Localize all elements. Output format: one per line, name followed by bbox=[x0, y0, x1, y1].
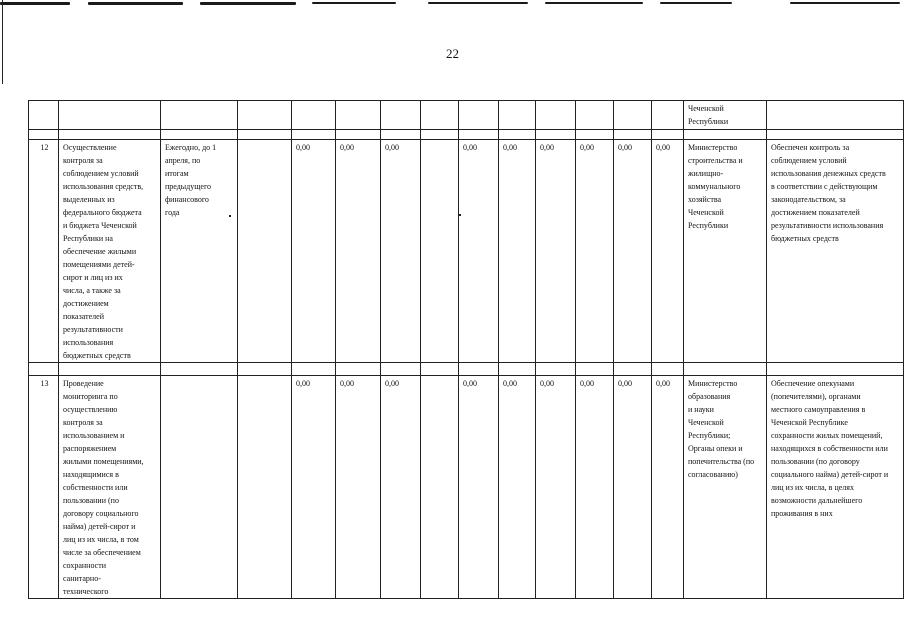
deadline-cell bbox=[161, 376, 238, 599]
amount-cell: 0,00 bbox=[292, 140, 336, 363]
table-row-spacer bbox=[29, 130, 904, 140]
table-row-spacer bbox=[29, 363, 904, 376]
result-cell: Обеспечен контроль за соблюдением условий использования денежных средств в соответствии с действующим законодательством, за достижением показателей результативности использования бюджетных средств bbox=[767, 140, 904, 363]
amount-cell: 0,00 bbox=[652, 140, 684, 363]
scan-artifact-top bbox=[0, 0, 905, 12]
amount-cell: 0,00 bbox=[381, 376, 421, 599]
scan-speck bbox=[459, 214, 461, 216]
deadline-cell: Ежегодно, до 1 апреля, по итогам предыдущего финансового года bbox=[161, 140, 238, 363]
table-row-continuation bbox=[29, 101, 904, 130]
empty-cell bbox=[238, 140, 292, 363]
executor-cell: Чеченской Республики bbox=[684, 101, 767, 130]
amount-cell: 0,00 bbox=[336, 140, 381, 363]
amount-cell: 0,00 bbox=[576, 140, 614, 363]
empty-cell bbox=[238, 376, 292, 599]
amount-cell: 0,00 bbox=[499, 376, 536, 599]
amount-cell: 0,00 bbox=[459, 140, 499, 363]
amount-cell: 0,00 bbox=[652, 376, 684, 599]
table-row-13 bbox=[29, 376, 904, 599]
amount-cell: 0,00 bbox=[614, 140, 652, 363]
amount-cell: 0,00 bbox=[459, 376, 499, 599]
activity-cell: Осуществление контроля за соблюдением условий использования средств, выделенных из федерального бюджета и бюджета Чеченской Республики на обеспечение жилыми помещениями детей- сирот и лиц из их числа, а также за достижением показателей результативности использования бюджетных средств bbox=[59, 140, 161, 363]
empty-cell bbox=[421, 376, 459, 599]
empty-cell bbox=[421, 140, 459, 363]
page-number: 22 bbox=[446, 46, 459, 61]
executor-cell: Министерство строительства и жилищно- коммунального хозяйства Чеченской Республики bbox=[684, 140, 767, 363]
amount-cell: 0,00 bbox=[336, 376, 381, 599]
amount-cell: 0,00 bbox=[576, 376, 614, 599]
amount-cell: 0,00 bbox=[499, 140, 536, 363]
executor-cell: Министерство образования и науки Чеченской Республики; Органы опеки и попечительства (по согласованию) bbox=[684, 376, 767, 599]
scan-speck bbox=[229, 215, 231, 217]
amount-cell: 0,00 bbox=[536, 376, 576, 599]
row-number: 12 bbox=[29, 140, 59, 363]
row-number: 13 bbox=[29, 376, 59, 599]
program-table bbox=[28, 100, 904, 599]
amount-cell: 0,00 bbox=[614, 376, 652, 599]
scan-left-rule bbox=[2, 0, 3, 84]
amount-cell: 0,00 bbox=[381, 140, 421, 363]
activity-cell: Проведение мониторинга по осуществлению контроля за использованием и распоряжением жилыми помещениями, находящимися в собственности или пользовании (по договору социального найма) детей-сирот и лиц из их числа, в том числе за обеспечением сохранности санитарно- технического bbox=[59, 376, 161, 599]
result-cell: Обеспечение опекунами (попечителями), органами местного самоуправления в Чеченской Республике сохранности жилых помещений, находящихся в собственности или пользовании (по договору социального найма) детей-сирот и лиц из их числа, в целях возможности дальнейшего проживания в них bbox=[767, 376, 904, 599]
amount-cell: 0,00 bbox=[536, 140, 576, 363]
table-row-12 bbox=[29, 140, 904, 363]
amount-cell: 0,00 bbox=[292, 376, 336, 599]
